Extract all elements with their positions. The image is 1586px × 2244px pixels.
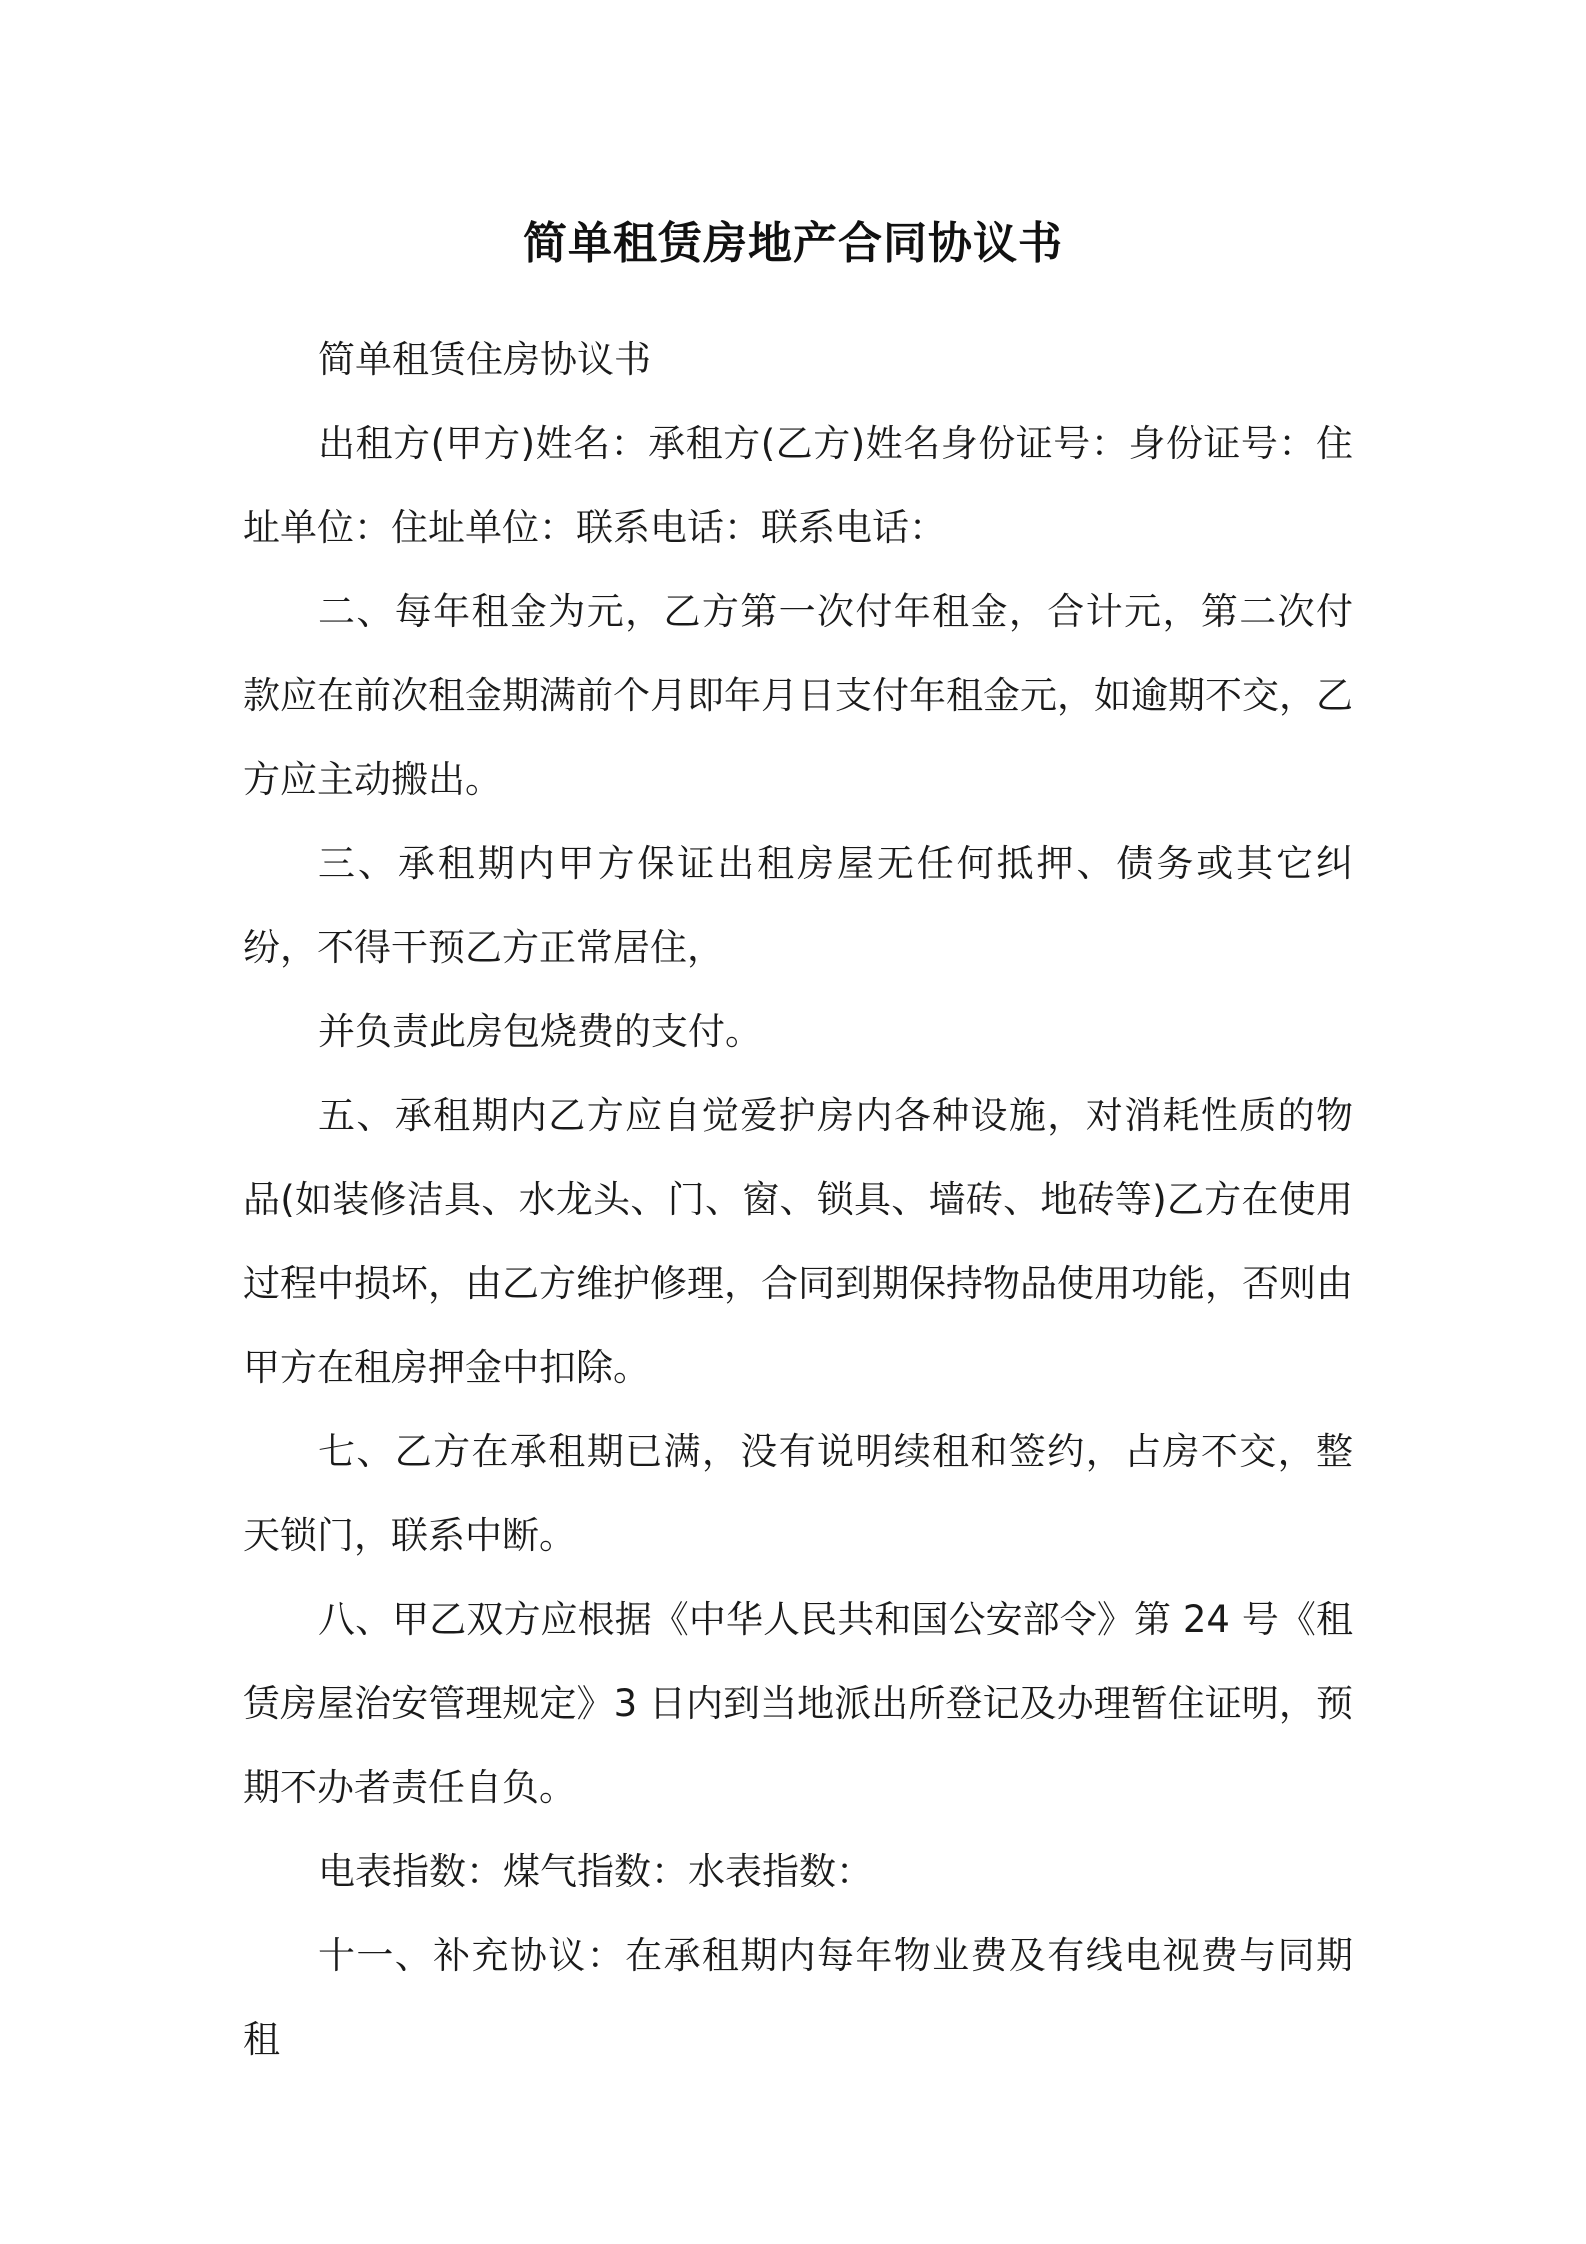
document-title: 简单租赁房地产合同协议书: [523, 218, 1063, 269]
paragraph-meter-readings: 电表指数：煤气指数：水表指数：: [318, 1850, 873, 1893]
paragraph-supplementary: 十一、补充协议：在承租期内每年物业费及有线电视费与同期租: [243, 1934, 1353, 2061]
document-body: [243, 318, 1353, 2082]
paragraph-lease-expiry: 七、乙方在承租期已满，没有说明续租和签约，占房不交，整天锁门，联系中断。: [243, 1430, 1353, 1557]
paragraph-subtitle: 简单租赁住房协议书: [318, 338, 651, 381]
paragraph-parties: 出租方(甲方)姓名：承租方(乙方)姓名身份证号：身份证号：住址单位：住址单位：联系电话：联系电话：: [243, 422, 1353, 549]
paragraph-landlord-guarantee: 三、承租期内甲方保证出租房屋无任何抵押、债务或其它纠纷，不得干预乙方正常居住，: [243, 842, 1353, 969]
paragraph-rent: 二、每年租金为元，乙方第一次付年租金，合计元，第二次付款应在前次租金期满前个月即年月日支付年租金元，如逾期不交，乙方应主动搬出。: [243, 590, 1353, 801]
paragraph-registration: 八、甲乙双方应根据《中华人民共和国公安部令》第 24 号《租赁房屋治安管理规定》3 日内到当地派出所登记及办理暂住证明，预期不办者责任自负。: [243, 1598, 1353, 1809]
paragraph-heating-fee: 并负责此房包烧费的支付。: [318, 1010, 762, 1053]
paragraph-facilities: 五、承租期内乙方应自觉爱护房内各种设施，对消耗性质的物品(如装修洁具、水龙头、门、窗、锁具、墙砖、地砖等)乙方在使用过程中损坏，由乙方维护修理，合同到期保持物品使用功能，否则由甲方在租房押金中扣除。: [243, 1094, 1353, 1389]
